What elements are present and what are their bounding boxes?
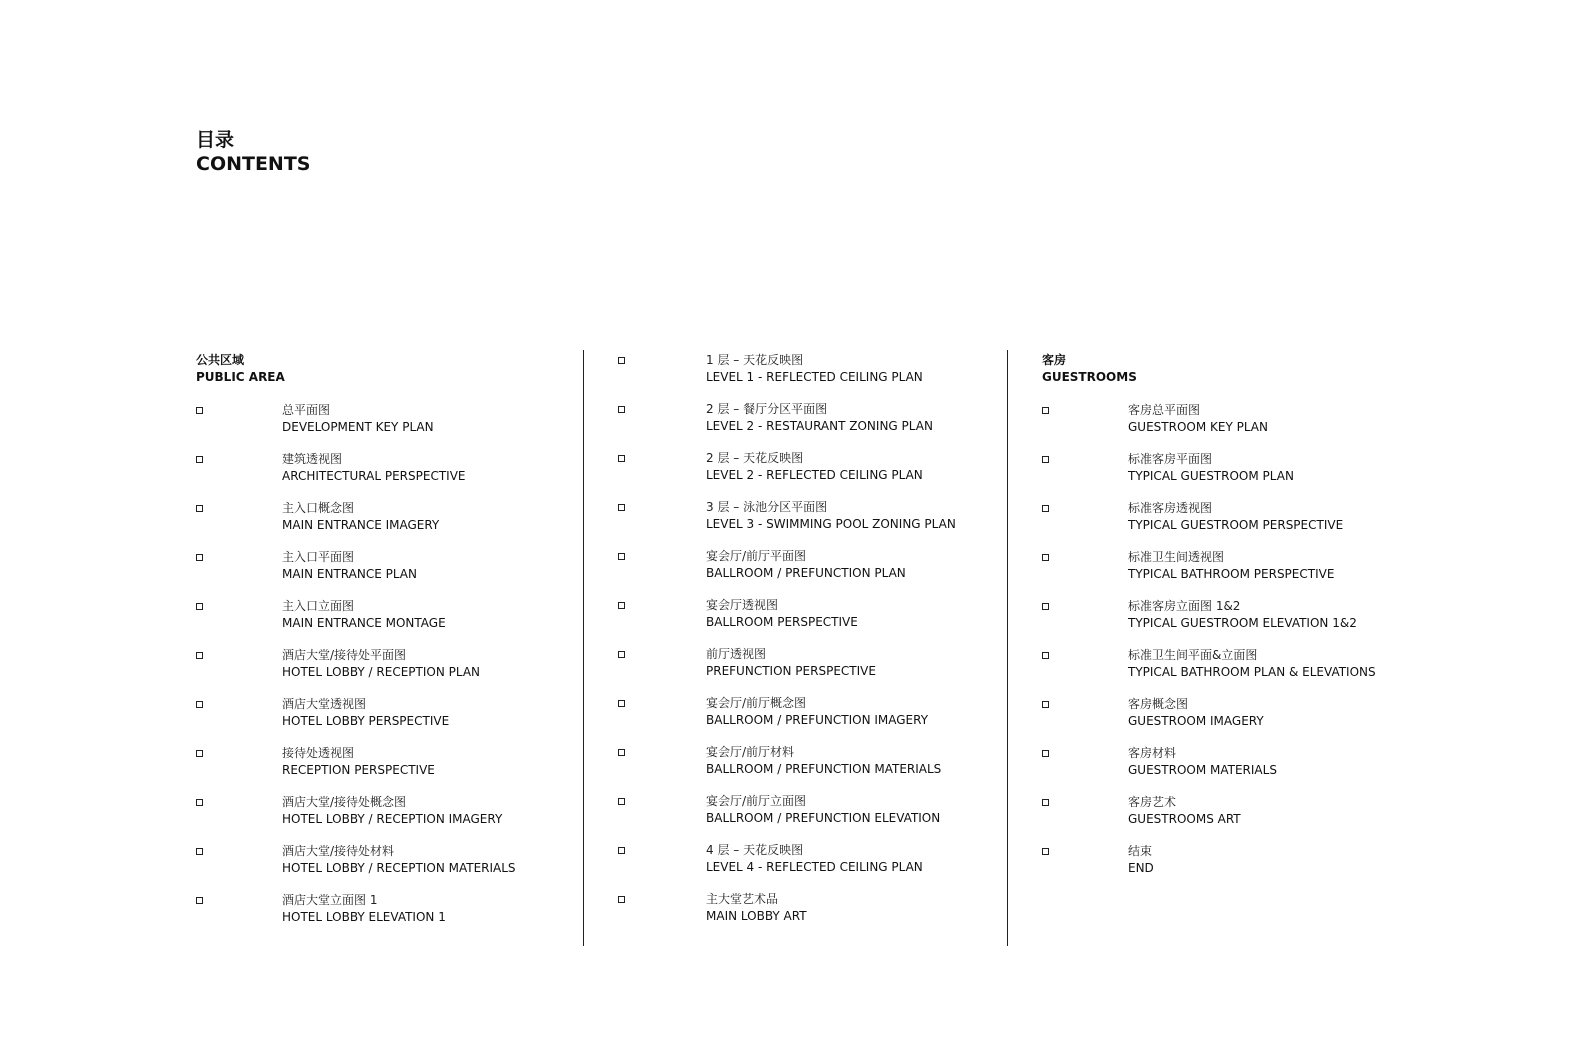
toc-entry[interactable] [1042,794,1442,843]
checkbox-icon[interactable] [618,406,625,413]
entry-title-english: END [1128,861,1154,875]
toc-entry[interactable] [1042,843,1442,892]
entry-title-chinese: 宴会厅/前厅立面图 [706,794,807,808]
checkbox-icon[interactable] [618,504,625,511]
entry-title-english: HOTEL LOBBY / RECEPTION PLAN [282,665,480,679]
checkbox-icon[interactable] [1042,652,1049,659]
checkbox-icon[interactable] [618,602,625,609]
entry-title-english: LEVEL 2 - REFLECTED CEILING PLAN [706,468,923,482]
entry-title-english: TYPICAL BATHROOM PLAN & ELEVATIONS [1128,665,1376,679]
entry-title-english: TYPICAL GUESTROOM PERSPECTIVE [1128,518,1344,532]
entry-title-chinese: 标准客房平面图 [1128,452,1213,466]
entry-title-english: HOTEL LOBBY PERSPECTIVE [282,714,450,728]
checkbox-icon[interactable] [1042,456,1049,463]
column-divider [583,350,584,946]
entry-title-chinese: 标准卫生间平面&立面图 [1128,648,1258,662]
entry-title-chinese: 标准客房立面图 1&2 [1128,599,1241,613]
toc-entry[interactable] [196,549,576,598]
entry-title-chinese: 标准卫生间透视图 [1128,550,1225,564]
entry-title-english: LEVEL 1 - REFLECTED CEILING PLAN [706,370,923,384]
entry-title-english: DEVELOPMENT KEY PLAN [282,420,434,434]
toc-entry[interactable] [618,499,998,548]
toc-entry[interactable] [196,402,576,451]
toc-entry[interactable] [1042,598,1442,647]
entry-title-chinese: 主入口立面图 [282,599,355,613]
checkbox-icon[interactable] [196,799,203,806]
toc-entry[interactable] [196,794,576,843]
public-area-column [196,352,576,941]
entry-title-english: LEVEL 3 - SWIMMING POOL ZONING PLAN [706,517,956,531]
checkbox-icon[interactable] [196,554,203,561]
section-heading-chinese: 公共区域 [196,353,245,367]
toc-entry[interactable] [618,548,998,597]
toc-entry[interactable] [196,598,576,647]
checkbox-icon[interactable] [196,603,203,610]
toc-entry[interactable] [618,744,998,793]
toc-entry[interactable] [196,696,576,745]
checkbox-icon[interactable] [1042,799,1049,806]
entry-title-chinese: 建筑透视图 [282,452,343,466]
entry-title-chinese: 宴会厅透视图 [706,598,779,612]
page-title-chinese: 目录 [196,129,235,151]
entry-title-english: LEVEL 2 - RESTAURANT ZONING PLAN [706,419,933,433]
entry-title-english: BALLROOM / PREFUNCTION ELEVATION [706,811,941,825]
entry-title-chinese: 2 层 – 天花反映图 [706,451,804,465]
entry-title-english: TYPICAL GUESTROOM ELEVATION 1&2 [1128,616,1357,630]
entry-title-chinese: 总平面图 [282,403,331,417]
checkbox-icon[interactable] [1042,848,1049,855]
entry-title-english: MAIN ENTRANCE PLAN [282,567,417,581]
toc-entry[interactable] [1042,451,1442,500]
section-heading-chinese: 客房 [1042,353,1067,367]
toc-entry[interactable] [196,647,576,696]
entry-title-english: GUESTROOMS ART [1128,812,1241,826]
entry-title-chinese: 1 层 – 天花反映图 [706,353,804,367]
toc-entry[interactable] [196,745,576,794]
entry-title-english: MAIN ENTRANCE MONTAGE [282,616,446,630]
checkbox-icon[interactable] [196,848,203,855]
entry-title-english: GUESTROOM IMAGERY [1128,714,1264,728]
checkbox-icon[interactable] [618,847,625,854]
toc-entry[interactable] [618,793,998,842]
entry-title-chinese: 3 层 – 泳池分区平面图 [706,500,828,514]
checkbox-icon[interactable] [196,456,203,463]
toc-entry[interactable] [618,597,998,646]
checkbox-icon[interactable] [618,798,625,805]
toc-entry[interactable] [618,352,998,401]
checkbox-icon[interactable] [1042,407,1049,414]
entry-title-english: BALLROOM / PREFUNCTION MATERIALS [706,762,942,776]
checkbox-icon[interactable] [196,750,203,757]
entry-title-chinese: 客房概念图 [1128,697,1189,711]
toc-entry[interactable] [1042,696,1442,745]
entry-title-chinese: 酒店大堂/接待处材料 [282,844,395,858]
toc-entry[interactable] [1042,500,1442,549]
checkbox-icon[interactable] [618,357,625,364]
entry-title-chinese: 前厅透视图 [706,647,767,661]
entry-title-english: BALLROOM PERSPECTIVE [706,615,858,629]
checkbox-icon[interactable] [196,505,203,512]
entry-title-chinese: 标准客房透视图 [1128,501,1213,515]
checkbox-icon[interactable] [618,553,625,560]
checkbox-icon[interactable] [618,651,625,658]
entry-title-english: TYPICAL BATHROOM PERSPECTIVE [1128,567,1335,581]
entry-title-english: PREFUNCTION PERSPECTIVE [706,664,876,678]
entry-title-english: GUESTROOM KEY PLAN [1128,420,1268,434]
guestrooms-column [1042,352,1442,892]
checkbox-icon[interactable] [618,896,625,903]
toc-entry[interactable] [196,892,576,941]
entry-title-chinese: 酒店大堂透视图 [282,697,367,711]
entry-title-chinese: 接待处透视图 [282,746,355,760]
entry-title-chinese: 酒店大堂立面图 1 [282,893,378,907]
toc-entry[interactable] [618,450,998,499]
entry-title-chinese: 客房材料 [1128,746,1177,760]
levels-column [618,352,998,940]
checkbox-icon[interactable] [196,897,203,904]
entry-title-english: MAIN LOBBY ART [706,909,807,923]
toc-entry[interactable] [196,500,576,549]
checkbox-icon[interactable] [618,749,625,756]
entry-title-english: HOTEL LOBBY ELEVATION 1 [282,910,446,924]
entry-title-english: HOTEL LOBBY / RECEPTION IMAGERY [282,812,503,826]
section-heading-english: PUBLIC AREA [196,370,285,384]
entry-title-chinese: 主入口平面图 [282,550,355,564]
entry-title-english: ARCHITECTURAL PERSPECTIVE [282,469,466,483]
entry-title-chinese: 主大堂艺术品 [706,892,779,906]
toc-entry[interactable] [618,401,998,450]
toc-entry[interactable] [618,695,998,744]
toc-entry[interactable] [618,891,998,940]
checkbox-icon[interactable] [1042,554,1049,561]
toc-entry[interactable] [1042,402,1442,451]
entry-title-chinese: 宴会厅/前厅材料 [706,745,795,759]
entry-title-english: RECEPTION PERSPECTIVE [282,763,435,777]
checkbox-icon[interactable] [1042,701,1049,708]
entry-title-english: TYPICAL GUESTROOM PLAN [1128,469,1294,483]
section-heading-english: GUESTROOMS [1042,370,1137,384]
page-title: CONTENTS [196,153,311,175]
toc-entry[interactable] [1042,745,1442,794]
checkbox-icon[interactable] [196,701,203,708]
entry-title-chinese: 2 层 – 餐厅分区平面图 [706,402,828,416]
toc-entry[interactable] [1042,647,1442,696]
section-heading-guestrooms [1042,352,1442,402]
entry-title-english: BALLROOM / PREFUNCTION PLAN [706,566,906,580]
checkbox-icon[interactable] [618,455,625,462]
checkbox-icon[interactable] [196,652,203,659]
checkbox-icon[interactable] [1042,750,1049,757]
entry-title-chinese: 酒店大堂/接待处概念图 [282,795,407,809]
toc-entry[interactable] [618,842,998,891]
entry-title-chinese: 客房艺术 [1128,795,1177,809]
entry-title-english: HOTEL LOBBY / RECEPTION MATERIALS [282,861,516,875]
entry-title-chinese: 客房总平面图 [1128,403,1201,417]
checkbox-icon[interactable] [1042,603,1049,610]
column-divider [1007,350,1008,946]
entry-title-chinese: 结束 [1128,844,1153,858]
contents-title [196,128,310,176]
entry-title-chinese: 宴会厅/前厅概念图 [706,696,807,710]
checkbox-icon[interactable] [196,407,203,414]
entry-title-chinese: 酒店大堂/接待处平面图 [282,648,407,662]
entry-title-english: GUESTROOM MATERIALS [1128,763,1277,777]
entry-title-english: LEVEL 4 - REFLECTED CEILING PLAN [706,860,923,874]
entry-title-chinese: 4 层 – 天花反映图 [706,843,804,857]
checkbox-icon[interactable] [1042,505,1049,512]
entry-title-chinese: 主入口概念图 [282,501,355,515]
section-heading-public-area [196,352,576,402]
toc-entry[interactable] [196,451,576,500]
checkbox-icon[interactable] [618,700,625,707]
toc-entry[interactable] [1042,549,1442,598]
entry-title-chinese: 宴会厅/前厅平面图 [706,549,807,563]
toc-entry[interactable] [196,843,576,892]
entry-title-english: BALLROOM / PREFUNCTION IMAGERY [706,713,929,727]
entry-title-english: MAIN ENTRANCE IMAGERY [282,518,440,532]
toc-entry[interactable] [618,646,998,695]
